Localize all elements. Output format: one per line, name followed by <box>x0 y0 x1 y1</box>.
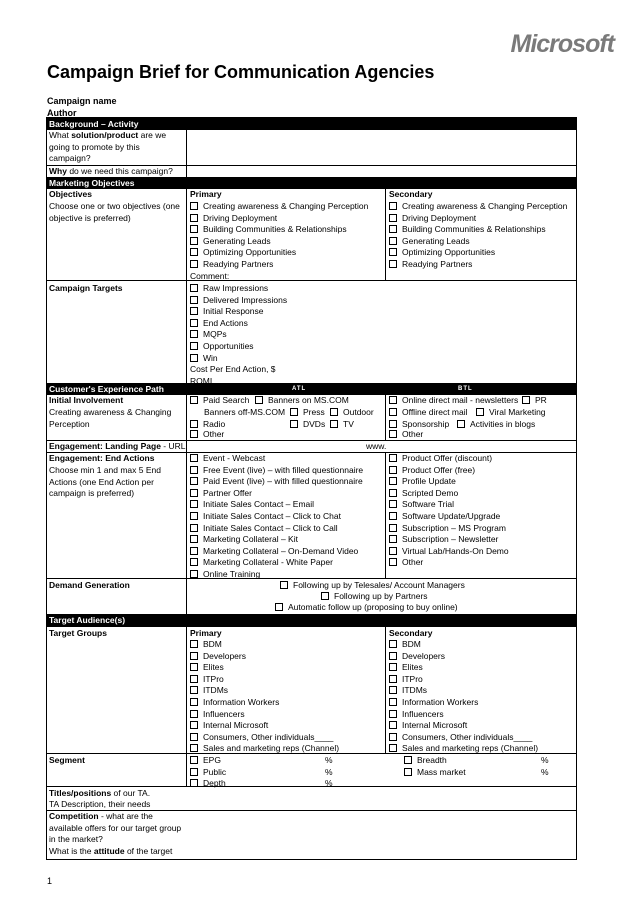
why-question: Why do we need this campaign? <box>49 166 173 176</box>
group-option[interactable]: Internal Microsoft <box>190 720 339 732</box>
checkbox[interactable] <box>389 408 397 416</box>
checkbox[interactable] <box>389 260 397 268</box>
atl-item: Press <box>290 407 325 419</box>
end-action-option[interactable]: Marketing Collateral – On-Demand Video <box>190 546 363 558</box>
btl-item: Viral Marketing <box>476 407 546 419</box>
end-action-option[interactable]: Subscription – MS Program <box>389 523 509 535</box>
checkbox[interactable] <box>190 768 198 776</box>
end-actions-left <box>190 453 363 581</box>
end-action-option[interactable]: Product Offer (discount) <box>389 453 509 465</box>
section-target-audience: Target Audience(s) <box>46 614 577 626</box>
btl-item: Offline direct mail <box>389 407 468 419</box>
end-action-option[interactable]: Profile Update <box>389 476 509 488</box>
checkbox[interactable] <box>190 342 198 350</box>
campaign-targets-label: Campaign Targets <box>49 283 123 293</box>
romi-label: ROMI <box>190 375 213 386</box>
btl-item: Sponsorship <box>389 419 449 431</box>
target-option[interactable]: Delivered Impressions <box>190 295 287 307</box>
checkbox[interactable] <box>389 652 397 660</box>
group-option[interactable]: ITPro <box>389 674 538 686</box>
objective-option[interactable]: Creating awareness & Changing Perception <box>190 201 368 213</box>
microsoft-logo: Microsoft <box>510 30 614 58</box>
end-actions-desc: Choose min 1 and max 5 End Actions (one End Action per campaign is preferred) <box>49 465 161 499</box>
campaign-name-label: Campaign name <box>47 96 117 106</box>
group-option[interactable]: Internal Microsoft <box>389 720 538 732</box>
demand-option[interactable]: Following up by Partners <box>321 591 428 603</box>
atl-header: ATL <box>292 386 307 392</box>
checkbox[interactable] <box>389 396 397 404</box>
checkbox[interactable] <box>190 420 198 428</box>
checkbox[interactable] <box>190 214 198 222</box>
group-option[interactable]: Sales and marketing reps (Channel) <box>190 743 339 755</box>
checkbox[interactable] <box>190 733 198 741</box>
checkbox[interactable] <box>389 420 397 428</box>
checkbox[interactable] <box>389 535 397 543</box>
atl-item: Radio <box>190 419 225 431</box>
initial-involvement-desc: Creating awareness & Changing Perception <box>49 407 172 429</box>
objective-option[interactable]: Driving Deployment <box>190 213 368 225</box>
groups-secondary-list <box>389 639 538 755</box>
checkbox[interactable] <box>389 710 397 718</box>
checkbox[interactable] <box>190 454 198 462</box>
end-action-option[interactable]: Subscription – Newsletter <box>389 534 509 546</box>
objectives-label: Objectives <box>49 189 92 199</box>
checkbox[interactable] <box>190 319 198 327</box>
end-action-option[interactable]: Software Trial <box>389 499 509 511</box>
demand-option[interactable]: Following up by Telesales/ Account Managers <box>280 580 465 592</box>
end-actions-right <box>389 453 509 569</box>
segment-left-pct <box>325 755 333 790</box>
group-option[interactable]: Elites <box>190 662 339 674</box>
btl-header: BTL <box>458 386 473 392</box>
checkbox[interactable] <box>290 420 298 428</box>
checkbox[interactable] <box>389 225 397 233</box>
checkbox[interactable] <box>190 756 198 764</box>
checkbox[interactable] <box>190 466 198 474</box>
target-option[interactable]: Opportunities <box>190 341 287 353</box>
checkbox[interactable] <box>330 408 338 416</box>
group-option[interactable]: Developers <box>389 651 538 663</box>
group-option[interactable]: Influencers <box>190 709 339 721</box>
checkbox[interactable] <box>389 558 397 566</box>
groups-secondary-heading: Secondary <box>389 628 433 638</box>
group-option[interactable]: Sales and marketing reps (Channel) <box>389 743 538 755</box>
btl-item: Activities in blogs <box>457 419 535 431</box>
checkbox[interactable] <box>190 779 198 787</box>
percent-sign: % <box>325 778 333 789</box>
end-action-option[interactable]: Event - Webcast <box>190 453 363 465</box>
segment-right <box>404 755 466 778</box>
target-option[interactable]: Initial Response <box>190 306 287 318</box>
checkbox[interactable] <box>190 512 198 520</box>
group-option[interactable]: ITPro <box>190 674 339 686</box>
end-action-option[interactable]: Online Training <box>190 569 363 581</box>
landing-page-url[interactable]: www. <box>366 441 387 451</box>
checkbox[interactable] <box>190 330 198 338</box>
atl-item: DVDs <box>290 419 325 431</box>
landing-page-label: Engagement: Landing Page - URL <box>49 441 186 451</box>
objective-option[interactable]: Optimizing Opportunities <box>389 247 567 259</box>
end-action-option[interactable]: Partner Offer <box>190 488 363 500</box>
checkbox[interactable] <box>389 477 397 485</box>
objective-option[interactable]: Generating Leads <box>190 236 368 248</box>
checkbox[interactable] <box>389 237 397 245</box>
end-action-option[interactable]: Initiate Sales Contact – Click to Chat <box>190 511 363 523</box>
percent-sign: % <box>541 755 549 765</box>
group-option[interactable]: Information Workers <box>190 697 339 709</box>
titles-positions-label: Titles/positions of our TA. <box>49 788 151 798</box>
page-title: Campaign Brief for Communication Agencies <box>47 62 435 82</box>
checkbox[interactable] <box>389 686 397 694</box>
objective-option[interactable]: Readying Partners <box>190 259 368 271</box>
end-action-option[interactable]: Free Event (live) – with filled questionnaire <box>190 465 363 477</box>
end-action-option[interactable]: Initiate Sales Contact – Click to Call <box>190 523 363 535</box>
objective-option[interactable]: Building Communities & Relationships <box>389 224 567 236</box>
checkbox[interactable] <box>290 408 298 416</box>
checkbox[interactable] <box>190 396 198 404</box>
checkbox[interactable] <box>389 248 397 256</box>
row-divider <box>46 786 577 787</box>
col-divider <box>385 453 386 578</box>
objective-option[interactable]: Creating awareness & Changing Perception <box>389 201 567 213</box>
section-background: Background – Activity <box>46 118 577 130</box>
segment-right-pct <box>541 755 549 778</box>
checkbox[interactable] <box>190 202 198 210</box>
checkbox[interactable] <box>190 237 198 245</box>
segment-option[interactable]: Breadth <box>404 755 466 767</box>
checkbox[interactable] <box>321 592 329 600</box>
checkbox[interactable] <box>404 756 412 764</box>
segment-option[interactable]: Public <box>190 767 226 779</box>
col-divider <box>186 627 187 787</box>
end-action-option[interactable]: Other <box>389 557 509 569</box>
group-option[interactable]: Developers <box>190 651 339 663</box>
group-option[interactable]: Influencers <box>389 709 538 721</box>
checkbox[interactable] <box>190 430 198 438</box>
checkbox[interactable] <box>389 733 397 741</box>
cep-label: Customer's Experience Path <box>49 384 164 394</box>
col-divider <box>186 395 187 614</box>
atl-item: Other <box>190 429 224 441</box>
btl-item: Other <box>389 429 423 441</box>
checkbox[interactable] <box>190 284 198 292</box>
objective-option[interactable]: Generating Leads <box>389 236 567 248</box>
btl-item: Online direct mail - newsletters <box>389 395 518 407</box>
percent-sign: % <box>325 766 333 777</box>
objective-option[interactable]: Optimizing Opportunities <box>190 247 368 259</box>
atl-row: Banners on MS.COM <box>255 395 349 407</box>
end-action-option[interactable]: Software Update/Upgrade <box>389 511 509 523</box>
section-marketing-objectives: Marketing Objectives <box>46 177 577 189</box>
col-divider <box>385 395 386 440</box>
checkbox[interactable] <box>389 430 397 438</box>
checkbox[interactable] <box>457 420 465 428</box>
checkbox[interactable] <box>389 214 397 222</box>
section-customer-experience-path <box>46 383 577 395</box>
segment-left <box>190 755 226 790</box>
col-divider <box>385 627 386 753</box>
checkbox[interactable] <box>190 489 198 497</box>
checkbox[interactable] <box>190 296 198 304</box>
checkbox[interactable] <box>389 663 397 671</box>
end-action-option[interactable]: Marketing Collateral – Kit <box>190 534 363 546</box>
author-label: Author <box>47 108 77 118</box>
btl-item: PR <box>522 395 547 407</box>
comment-label: Comment: <box>190 270 230 281</box>
checkbox[interactable] <box>389 454 397 462</box>
checkbox[interactable] <box>255 396 263 404</box>
objective-option[interactable]: Driving Deployment <box>389 213 567 225</box>
checkbox[interactable] <box>389 512 397 520</box>
group-option[interactable]: ITDMs <box>389 685 538 697</box>
checkbox[interactable] <box>190 721 198 729</box>
checkbox[interactable] <box>389 547 397 555</box>
primary-objectives-list <box>190 201 368 282</box>
col-divider <box>385 189 386 280</box>
checkbox[interactable] <box>190 260 198 268</box>
group-option[interactable]: Consumers, Other individuals____ <box>190 732 339 744</box>
checkbox[interactable] <box>190 354 198 362</box>
checkbox[interactable] <box>389 698 397 706</box>
group-option[interactable]: Information Workers <box>389 697 538 709</box>
row-divider <box>46 626 577 627</box>
checkbox[interactable] <box>190 558 198 566</box>
groups-primary-heading: Primary <box>190 628 222 638</box>
checkbox[interactable] <box>389 744 397 752</box>
group-option[interactable]: Elites <box>389 662 538 674</box>
checkbox[interactable] <box>389 640 397 648</box>
checkbox[interactable] <box>190 248 198 256</box>
ta-description-label: TA Description, their needs <box>49 799 151 809</box>
atl-item: Outdoor <box>330 407 374 419</box>
atl-item: TV <box>330 419 354 431</box>
end-action-option[interactable]: Virtual Lab/Hands-On Demo <box>389 546 509 558</box>
solution-question: What solution/product are we going to promote by this campaign? <box>49 130 167 164</box>
end-actions-label: Engagement: End Actions <box>49 453 155 463</box>
checkbox[interactable] <box>190 535 198 543</box>
group-option[interactable]: BDM <box>190 639 339 651</box>
percent-sign: % <box>541 766 549 777</box>
segment-option[interactable]: Depth <box>190 778 226 790</box>
end-action-option[interactable]: Product Offer (free) <box>389 465 509 477</box>
target-groups-label: Target Groups <box>49 628 107 638</box>
checkbox[interactable] <box>190 477 198 485</box>
checkbox[interactable] <box>389 466 397 474</box>
percent-sign: % <box>325 755 333 765</box>
target-option[interactable]: MQPs <box>190 329 287 341</box>
attitude-label: What is the attitude of the target <box>49 846 173 856</box>
secondary-heading: Secondary <box>389 189 433 199</box>
checkbox[interactable] <box>275 603 283 611</box>
initial-involvement-label: Initial Involvement <box>49 395 124 405</box>
checkbox[interactable] <box>389 202 397 210</box>
demand-generation-label: Demand Generation <box>49 580 130 590</box>
checkbox[interactable] <box>389 489 397 497</box>
atl-item: Banners off-MS.COM <box>204 407 286 417</box>
checkbox[interactable] <box>190 225 198 233</box>
checkbox[interactable] <box>280 581 288 589</box>
col-divider <box>186 189 187 383</box>
end-action-option[interactable]: Initiate Sales Contact – Email <box>190 499 363 511</box>
secondary-objectives-list <box>389 201 567 271</box>
groups-primary-list <box>190 639 339 755</box>
checkbox[interactable] <box>190 570 198 578</box>
checkbox[interactable] <box>190 710 198 718</box>
checkbox[interactable] <box>389 524 397 532</box>
objective-option[interactable]: Building Communities & Relationships <box>190 224 368 236</box>
atl-row: Paid Search <box>190 395 249 407</box>
end-action-option[interactable]: Paid Event (live) – with filled questionnaire <box>190 476 363 488</box>
segment-label: Segment <box>49 755 85 765</box>
checkbox[interactable] <box>476 408 484 416</box>
checkbox[interactable] <box>330 420 338 428</box>
objectives-desc: Choose one or two objectives (one objective is preferred) <box>49 201 180 223</box>
target-option[interactable]: Raw Impressions <box>190 283 287 295</box>
primary-heading: Primary <box>190 189 222 199</box>
checkbox[interactable] <box>190 307 198 315</box>
checkbox[interactable] <box>190 698 198 706</box>
group-option[interactable]: ITDMs <box>190 685 339 697</box>
checkbox[interactable] <box>190 686 198 694</box>
page-number: 1 <box>47 876 53 886</box>
checkbox[interactable] <box>389 721 397 729</box>
checkbox[interactable] <box>190 744 198 752</box>
checkbox[interactable] <box>190 500 198 508</box>
checkbox[interactable] <box>522 396 530 404</box>
checkbox[interactable] <box>190 652 198 660</box>
target-option[interactable]: Win <box>190 353 287 365</box>
end-action-option[interactable]: Marketing Collateral - White Paper <box>190 557 363 569</box>
checkbox[interactable] <box>190 663 198 671</box>
checkbox[interactable] <box>190 640 198 648</box>
group-option[interactable]: Consumers, Other individuals____ <box>389 732 538 744</box>
checkbox[interactable] <box>190 524 198 532</box>
segment-option[interactable]: EPG <box>190 755 226 767</box>
campaign-targets-list <box>190 283 287 387</box>
competition-label: Competition - what are the available offers for our target group in the market? <box>49 811 182 845</box>
checkbox[interactable] <box>389 675 397 683</box>
cost-per-end-action: Cost Per End Action, $ <box>190 364 276 375</box>
demand-option[interactable]: Automatic follow up (proposing to buy online) <box>275 602 458 614</box>
checkbox[interactable] <box>404 768 412 776</box>
objective-option[interactable]: Readying Partners <box>389 259 567 271</box>
target-option[interactable]: End Actions <box>190 318 287 330</box>
end-action-option[interactable]: Scripted Demo <box>389 488 509 500</box>
checkbox[interactable] <box>190 547 198 555</box>
checkbox[interactable] <box>389 500 397 508</box>
checkbox[interactable] <box>190 675 198 683</box>
group-option[interactable]: BDM <box>389 639 538 651</box>
segment-option[interactable]: Mass market <box>404 767 466 779</box>
col-divider <box>186 130 187 177</box>
